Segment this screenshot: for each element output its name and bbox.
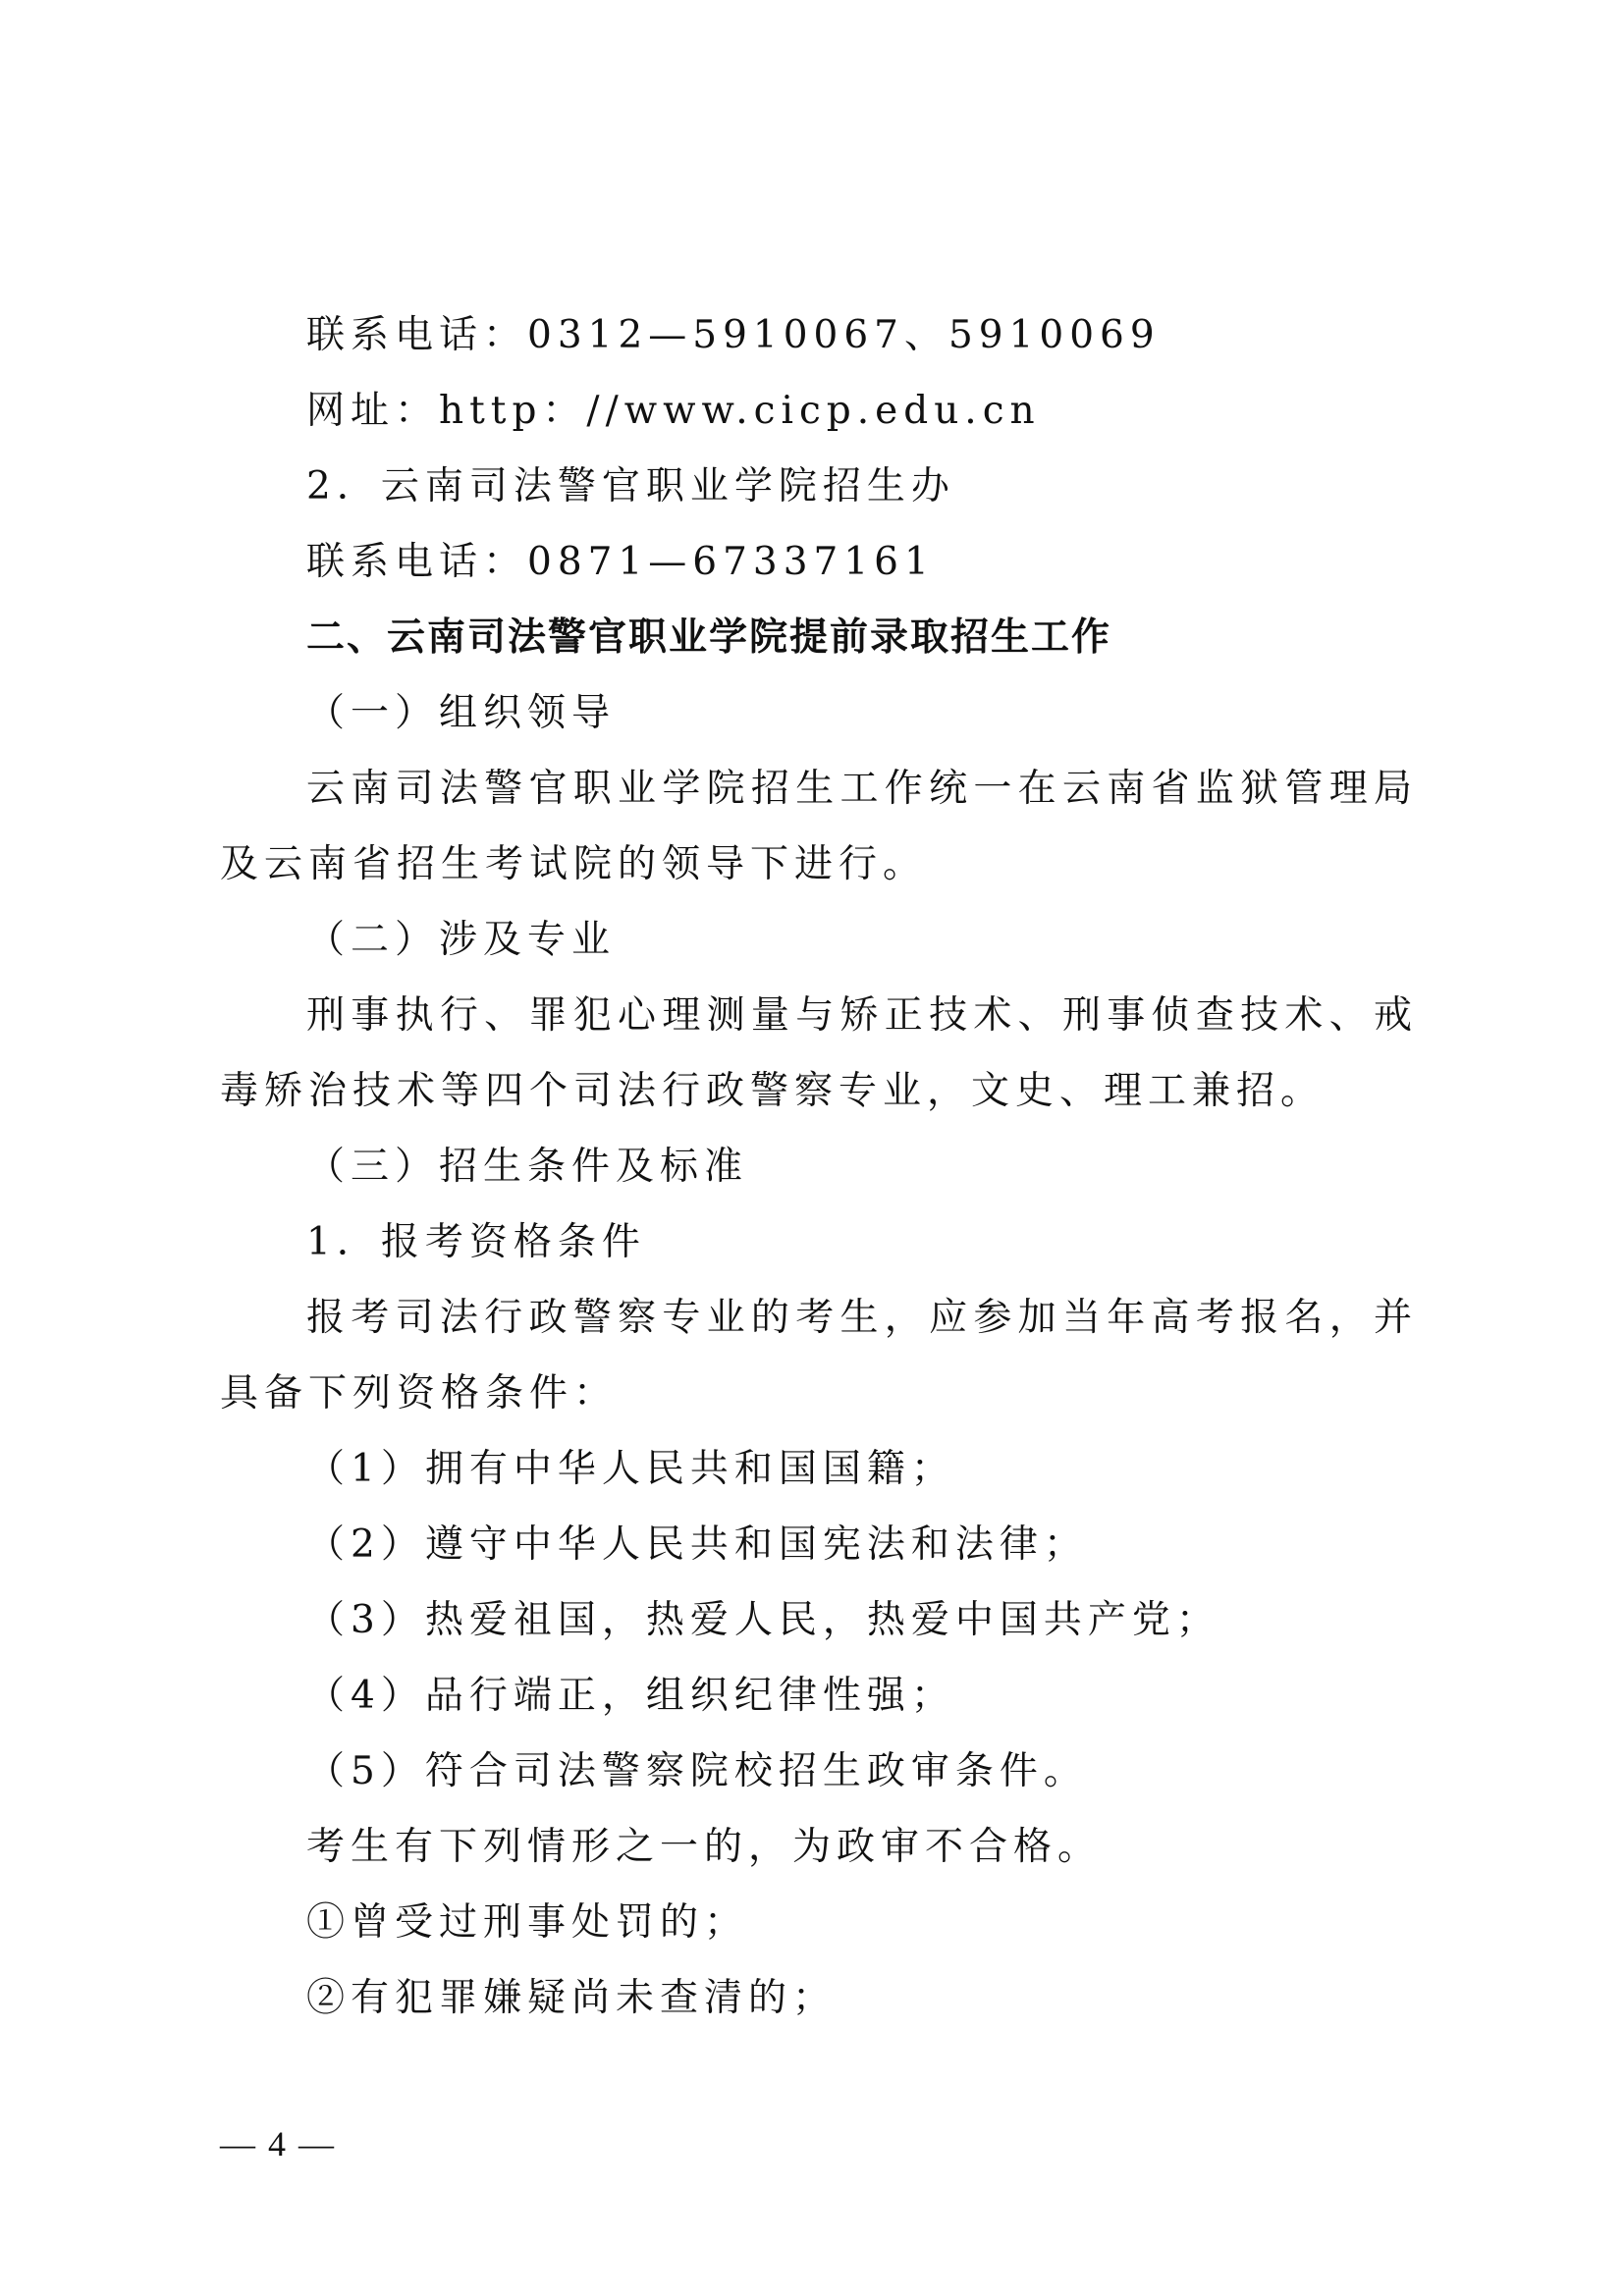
- paragraph-eligibility-line-1: 报考司法行政警察专业的考生，应参加当年高考报名，并: [306, 1296, 1418, 1340]
- disqualification-1: ①曾受过刑事处罚的；: [306, 1900, 749, 1945]
- page-number: — 4 —: [220, 2124, 336, 2163]
- paragraph-organization-line-2: 及云南省招生考试院的领导下进行。: [220, 842, 928, 886]
- website-line: 网址：http：//www.cicp.edu.cn: [306, 389, 1041, 433]
- item-eligibility: 1．报考资格条件: [306, 1220, 646, 1264]
- contact-phone-line-1: 联系电话：0312—5910067、5910069: [306, 313, 1161, 357]
- condition-2: （2）遵守中华人民共和国宪法和法律；: [306, 1522, 1088, 1567]
- disqualification-intro: 考生有下列情形之一的，为政审不合格。: [306, 1825, 1103, 1869]
- condition-1: （1）拥有中华人民共和国国籍；: [306, 1447, 955, 1491]
- section-heading-2: 二、云南司法警官职业学院提前录取招生工作: [306, 615, 1112, 660]
- subheading-conditions: （三）招生条件及标准: [306, 1145, 749, 1189]
- paragraph-majors-line-1: 刑事执行、罪犯心理测量与矫正技术、刑事侦查技术、戒: [306, 993, 1418, 1038]
- yunnan-admissions-office-line: 2．云南司法警官职业学院招生办: [306, 464, 955, 508]
- condition-5: （5）符合司法警察院校招生政审条件。: [306, 1749, 1088, 1793]
- condition-4: （4）品行端正，组织纪律性强；: [306, 1674, 955, 1718]
- paragraph-majors-line-2: 毒矫治技术等四个司法行政警察专业，文史、理工兼招。: [220, 1069, 1326, 1113]
- condition-3: （3）热爱祖国，热爱人民，热爱中国共产党；: [306, 1598, 1220, 1642]
- paragraph-organization-line-1: 云南司法警官职业学院招生工作统一在云南省监狱管理局: [306, 767, 1418, 811]
- disqualification-2: ②有犯罪嫌疑尚未查清的；: [306, 1976, 838, 2020]
- contact-phone-line-2: 联系电话：0871—67337161: [306, 540, 935, 584]
- paragraph-eligibility-line-2: 具备下列资格条件：: [220, 1371, 619, 1415]
- subheading-organization: （一）组织领导: [306, 691, 617, 735]
- subheading-majors: （二）涉及专业: [306, 918, 617, 962]
